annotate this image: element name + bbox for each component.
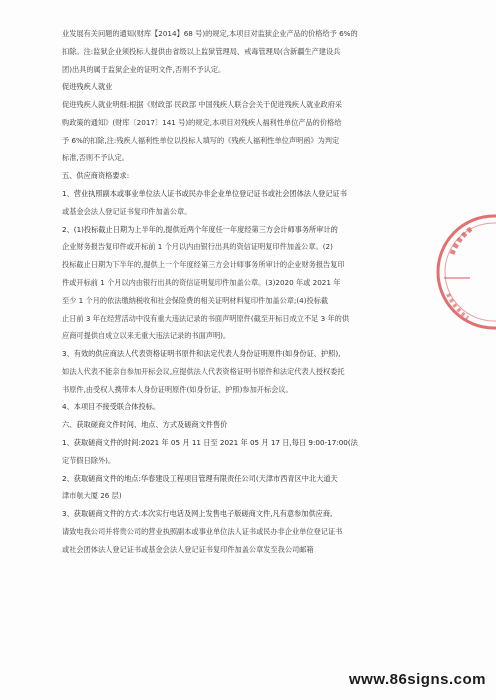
- text-line: 投标截止日期为下半年的,提供上一个年度经第三方会计师事务所审计的企业财务报告复印: [62, 260, 345, 270]
- text-line: 如法人代表不能亲自参加开标会议,应提供法人代表资格证明书原件和法定代表人授权委托: [62, 366, 345, 376]
- site-watermark: www.86signs.com: [349, 671, 486, 688]
- text-line: 团)出具的属于监狱企业的证明文件,否则不予认定。: [62, 64, 226, 74]
- text-line: 1、营业执照副本或事业单位法人证书或民办非企业单位登记证书或社会团体法人登记证书: [62, 189, 347, 199]
- text-line: 扣除。注:监狱企业须投标人提供由省级以上监狱管理局、戒毒管理局(含新疆生产建设兵: [62, 46, 341, 56]
- text-line: 或社会团体法人登记证书或基金会法人登记证书复印件加盖公章发至我公司邮箱: [62, 544, 314, 554]
- text-line: 请致电我公司并将贵公司的营业执照副本或事业单位法人证书或民办非企业单位登记证书: [62, 526, 343, 536]
- text-line: 2、获取磋商文件的地点:华春建设工程项目管理有限责任公司(天津市西青区中北大道天: [62, 473, 338, 483]
- text-line: 4、本项目不接受联合体投标。: [62, 402, 161, 412]
- section-heading-obtain-documents: 六、获取磋商文件时间、地点、方式及磋商文件售价: [62, 420, 228, 430]
- section-heading-supplier-qualifications: 五、供应商资格要求:: [62, 171, 130, 181]
- text-line: 业发展有关问题的通知(财库【2014】68 号)的规定,本项目对监狱企业产品的价格给予 6%的: [62, 29, 358, 38]
- red-seal-stamp: [430, 208, 496, 336]
- text-line: 定节假日除外)。: [62, 455, 116, 465]
- text-line: 1、获取磋商文件的时间:2021 年 05 月 11 日至 2021 年 05 月 17 日,每日 9:00-17:00(法: [62, 437, 358, 447]
- text-line: 至少 1 个月的依法缴纳税收和社会保险费的相关证明材料复印件加盖公章;(4)投标截: [62, 295, 329, 305]
- text-line: 2、(1)投标截止日期为上半年的,提供近两个年度任一年度经第三方会计师事务所审计的: [62, 224, 338, 234]
- text-line: 促进残疾人就业明细:根据《财政部 民政部 中国残疾人联合会关于促进残疾人就业政府采: [62, 100, 343, 110]
- text-line: 3、获取磋商文件的方式:本次实行电话及网上发售电子版磋商文件,凡有意参加供应商,: [62, 509, 333, 519]
- text-line: 或基金会法人登记证书复印件加盖公章。: [62, 206, 192, 216]
- text-line: 止日前 3 年在经营活动中没有重大违法记录的书面声明原件(截至开标日成立不足 3 年的供: [62, 313, 350, 323]
- text-line: 应商可提供自成立以来无重大违法记录的书面声明)。: [62, 331, 231, 341]
- text-line: 津市航大厦 26 层): [62, 491, 122, 501]
- text-line: 购政策的通知》(财库〔2017〕141 号)的规定,本项目对残疾人福利性单位产品的价格给: [62, 117, 342, 127]
- text-line: 书原件,由受权人携带本人身份证明原件(如身份证、护照)参加开标会议。: [62, 384, 293, 394]
- document-body: [62, 29, 424, 555]
- text-line: 予 6%的扣除,注:残疾人福利性单位以投标人填写的《残疾人福利性单位声明函》为判定: [62, 135, 340, 145]
- text-line: 企业财务报告复印件或开标前 1 个月以内由银行出具的资信证明复印件加盖公章。(2): [62, 242, 333, 252]
- text-line: 件或开标前 1 个月以内由银行出具的资信证明复印件加盖公章。(3)2020 年或 2021 年: [62, 277, 341, 287]
- section-label-disability-employment: 促进残疾人就业: [62, 82, 113, 92]
- text-line: 3、有效的供应商法人代表资格证明书原件和法定代表人身份证明原件(如身份证、护照),: [62, 349, 341, 359]
- text-line: 标准,否则不予认定。: [62, 153, 129, 163]
